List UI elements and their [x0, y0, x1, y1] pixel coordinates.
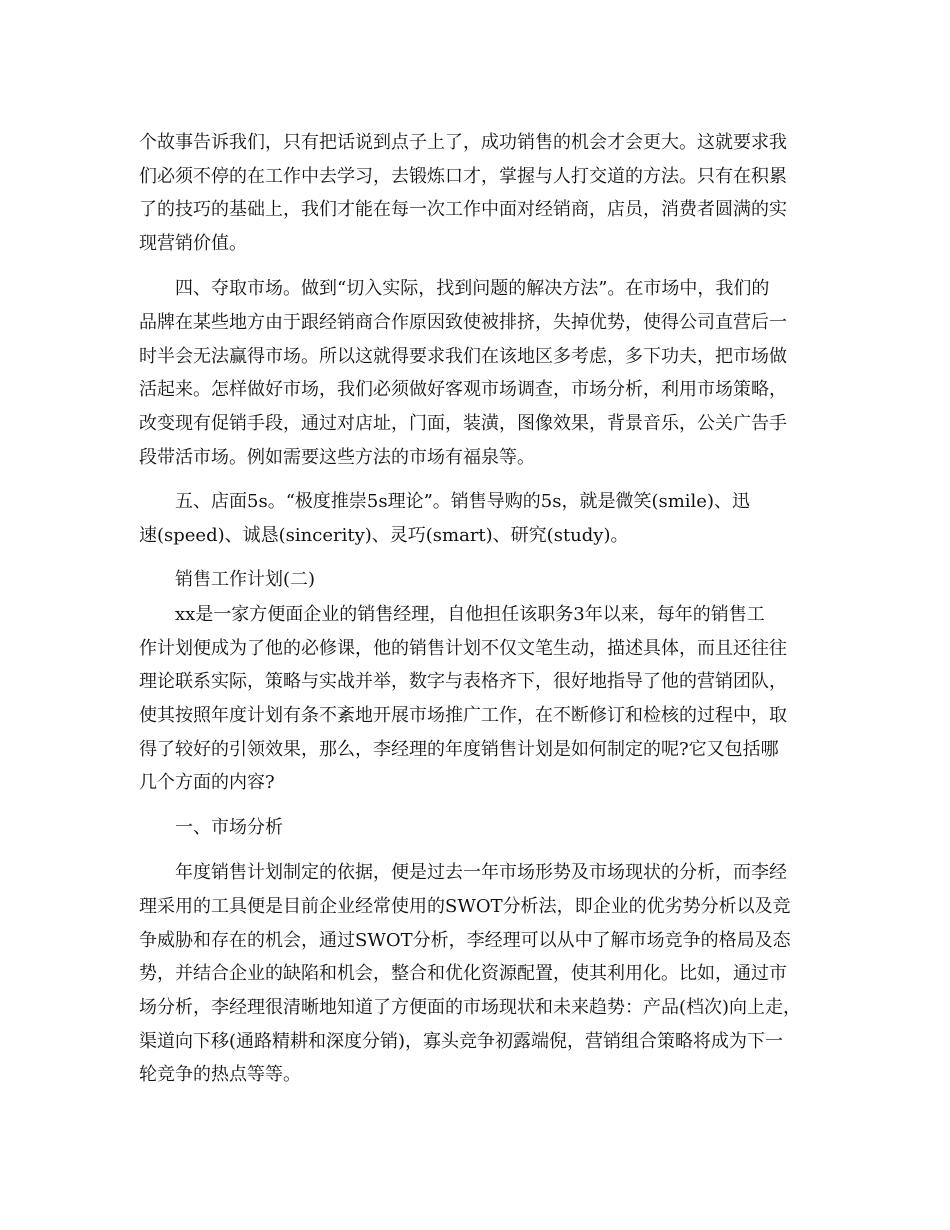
paragraph-heading: 五、店面5s。“极度推崇5s理论”。销售导购的5s，就是微笑(smile)、迅	[175, 491, 750, 512]
text-line: 理论联系实际，策略与实战并举，数字与表格齐下，很好地指导了他的营销团队，	[139, 671, 787, 692]
text-line: 势，并结合企业的缺陷和机会，整合和优化资源配置，使其利用化。比如，通过市	[139, 963, 787, 984]
text-line: 们必须不停的在工作中去学习，去锻炼口才，掌握与人打交道的方法。只有在积累	[139, 166, 787, 187]
text-line: 了的技巧的基础上，我们才能在每一次工作中面对经销商，店员，消费者圆满的实	[139, 199, 787, 220]
section-title: 销售工作计划(二)	[175, 569, 316, 590]
text-line: 速(speed)、诚恳(sincerity)、灵巧(smart)、研究(study)。	[139, 525, 629, 546]
text-line: 时半会无法赢得市场。所以这就得要求我们在该地区多考虑，多下功夫，把市场做	[139, 346, 787, 367]
text-line: 年度销售计划制定的依据，便是过去一年市场形势及市场现状的分析，而李经	[175, 862, 787, 883]
text-line: xx是一家方便面企业的销售经理，自他担任该职务3年以来，每年的销售工	[175, 604, 765, 625]
text-line: 使其按照年度计划有条不紊地开展市场推广工作，在不断修订和检核的过程中，取	[139, 705, 787, 726]
text-line: 段带活市场。例如需要这些方法的市场有福泉等。	[139, 447, 535, 468]
text-line: 个故事告诉我们，只有把话说到点子上了，成功销售的机会才会更大。这就要求我	[139, 132, 787, 153]
text-line: 改变现有促销手段，通过对店址，门面，装潢，图像效果，背景音乐，公关广告手	[139, 413, 787, 434]
text-line: 场分析，李经理很清晰地知道了方便面的市场现状和未来趋势：产品(档次)向上走，	[139, 997, 802, 1018]
text-line: 轮竞争的热点等等。	[139, 1064, 301, 1085]
text-line: 争威胁和存在的机会，通过SWOT分析，李经理可以从中了解市场竞争的格局及态	[139, 930, 791, 951]
text-line: 作计划便成为了他的必修课，他的销售计划不仅文笔生动，描述具体，而且还往往	[139, 638, 787, 659]
paragraph-heading: 四、夺取市场。做到“切入实际，找到问题的解决方法”。在市场中，我们的	[175, 278, 770, 299]
text-line: 活起来。怎样做好市场，我们必须做好客观市场调查，市场分析，利用市场策略，	[139, 379, 787, 400]
text-line: 得了较好的引领效果，那么，李经理的年度销售计划是如何制定的呢?它又包括哪	[139, 739, 779, 760]
text-line: 渠道向下移(通路精耕和深度分销)，寡头竞争初露端倪，营销组合策略将成为下一	[139, 1031, 784, 1052]
text-line: 现营销价值。	[139, 233, 247, 254]
text-line: 理采用的工具便是目前企业经常使用的SWOT分析法，即企业的优劣势分析以及竞	[139, 896, 791, 917]
text-line: 品牌在某些地方由于跟经销商合作原因致使被排挤，失掉优势，使得公司直营后一	[139, 312, 787, 333]
section-heading: 一、市场分析	[175, 817, 283, 838]
text-line: 几个方面的内容?	[139, 772, 275, 793]
